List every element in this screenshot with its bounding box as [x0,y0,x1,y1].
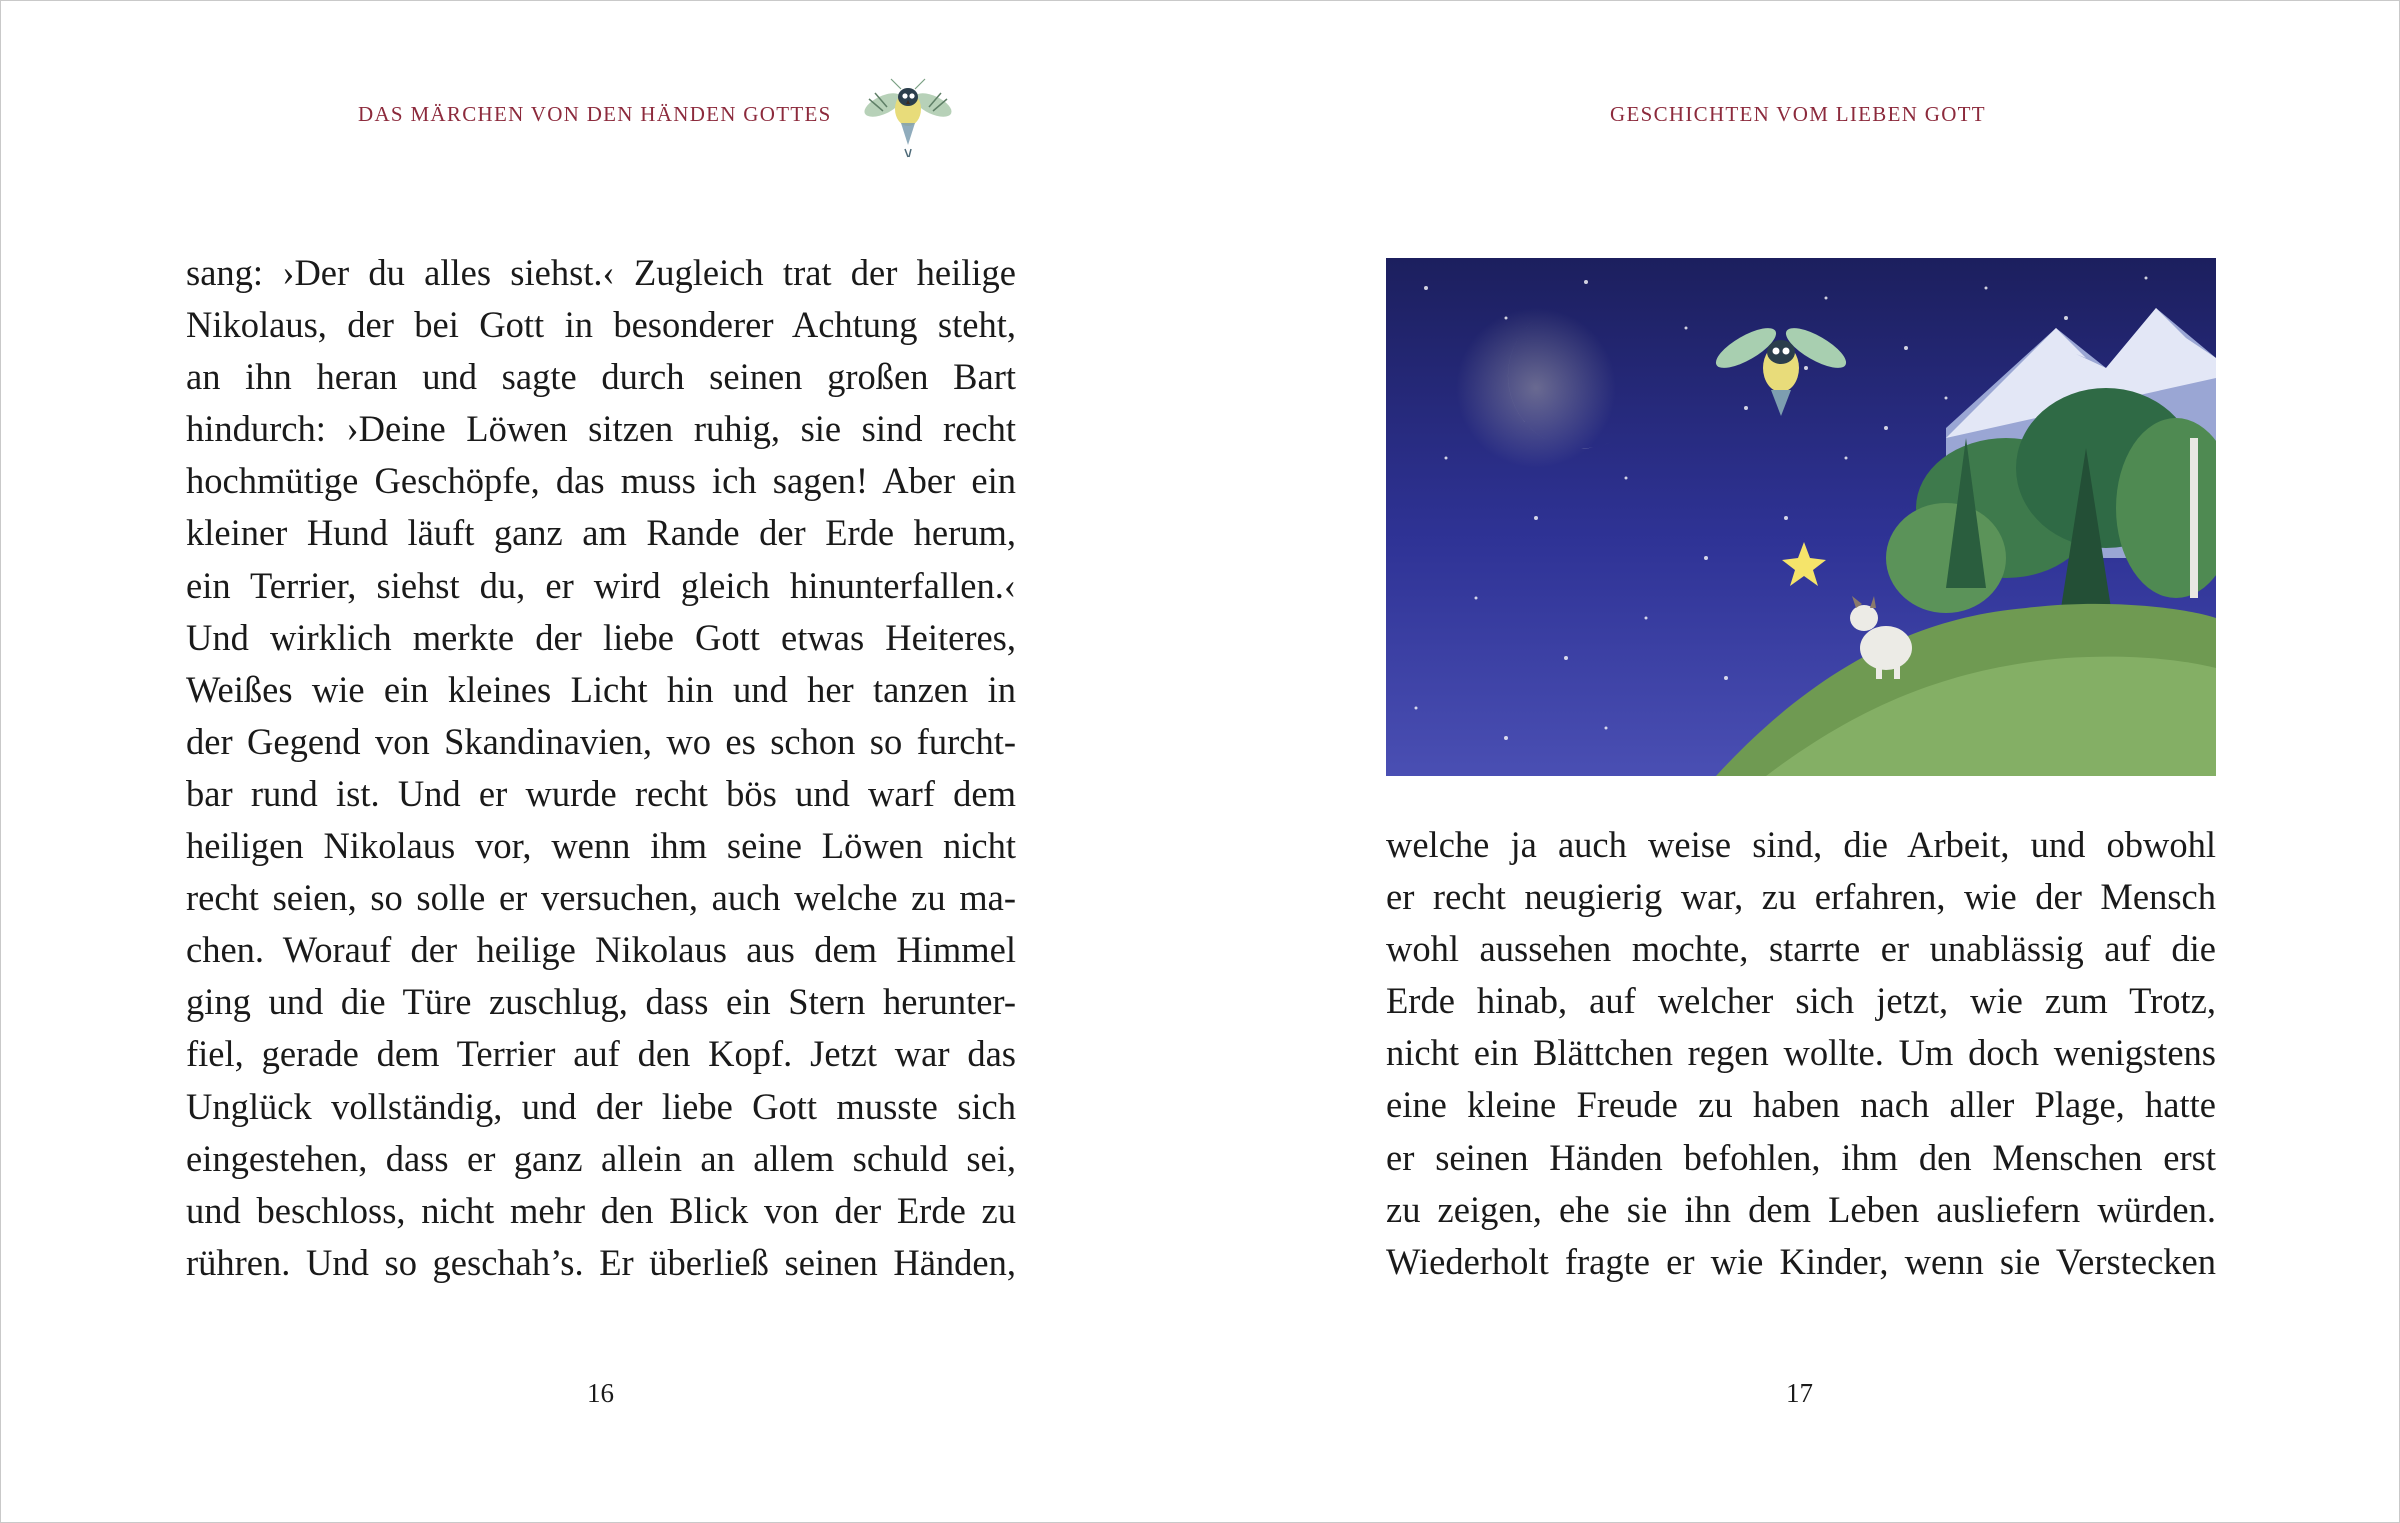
text-line: eine kleine Freude zu haben nach aller Plage, hatte [1386,1084,2216,1126]
text-line: ein Terrier, siehst du, er wird gleich hinunterfallen.‹ [186,564,1016,606]
right-page-number: 17 [1786,1378,1813,1408]
text-line: hindurch: ›Deine Löwen sitzen ruhig, sie sind recht [186,408,1016,450]
text-line: Und wirklich merkte der liebe Gott etwas Heiteres, [186,616,1016,658]
text-line: bar rund ist. Und er wurde recht bös und warf dem [186,772,1016,814]
text-line: er seinen Händen befohlen, ihm den Menschen erst [1386,1136,2216,1178]
text-line: Unglück vollständig, und der liebe Gott musste sich [186,1085,1016,1127]
night-sky-illustration [1386,258,2216,776]
text-line: nicht ein Blättchen regen wollte. Um doch wenigstens [1386,1032,2216,1074]
text-line: ging und die Türe zuschlug, dass ein Stern herunter- [186,981,1016,1023]
left-body-text [186,247,1016,1289]
text-line: kleiner Hund läuft ganz am Rande der Erde herum, [186,512,1016,554]
right-page [1200,1,2399,1522]
text-line: zu zeigen, ehe sie ihn dem Leben ausliefern würden. [1386,1188,2216,1230]
text-line: Erde hinab, auf welcher sich jetzt, wie zum Trotz, [1386,980,2216,1022]
left-page [1,1,1200,1522]
text-line: und beschloss, nicht mehr den Blick von der Erde zu [186,1189,1016,1231]
text-line: wohl aussehen mochte, starrte er unablässig auf die [1386,928,2216,970]
text-line: hochmütige Geschöpfe, das muss ich sagen! Aber ein [186,460,1016,502]
text-line: recht seien, so solle er versuchen, auch welche zu ma- [186,877,1016,919]
left-page-number: 16 [587,1378,614,1408]
text-line: Wiederholt fragte er wie Kinder, wenn sie Verstecken [1386,1240,2216,1282]
text-line: sang: ›Der du alles siehst.‹ Zugleich trat der heilige [186,252,1016,293]
text-line: rühren. Und so geschah’s. Er überließ seinen Händen, [186,1241,1016,1283]
right-running-head: GESCHICHTEN VOM LIEBEN GOTT [1610,102,1986,126]
text-line: Weißes wie ein kleines Licht hin und her tanzen in [186,668,1016,710]
text-line: an ihn heran und sagte durch seinen großen Bart [186,356,1016,398]
text-line: chen. Worauf der heilige Nikolaus aus dem Himmel [186,929,1016,971]
text-line: eingestehen, dass er ganz allein an allem schuld sei, [186,1137,1016,1179]
text-line: heiligen Nikolaus vor, wenn ihm seine Löwen nicht [186,825,1016,867]
bird-ornament-icon [861,59,955,159]
left-running-head: DAS MÄRCHEN VON DEN HÄNDEN GOTTES [358,102,832,126]
text-line: welche ja auch weise sind, die Arbeit, und obwohl [1386,824,2216,865]
text-line: der Gegend von Skandinavien, wo es schon so furcht- [186,720,1016,762]
text-line: Nikolaus, der bei Gott in besonderer Achtung steht, [186,304,1016,346]
text-line: fiel, gerade dem Terrier auf den Kopf. Jetzt war das [186,1033,1016,1075]
text-line: er recht neugierig war, zu erfahren, wie der Mensch [1386,876,2216,918]
right-body-text [1386,819,2216,1288]
